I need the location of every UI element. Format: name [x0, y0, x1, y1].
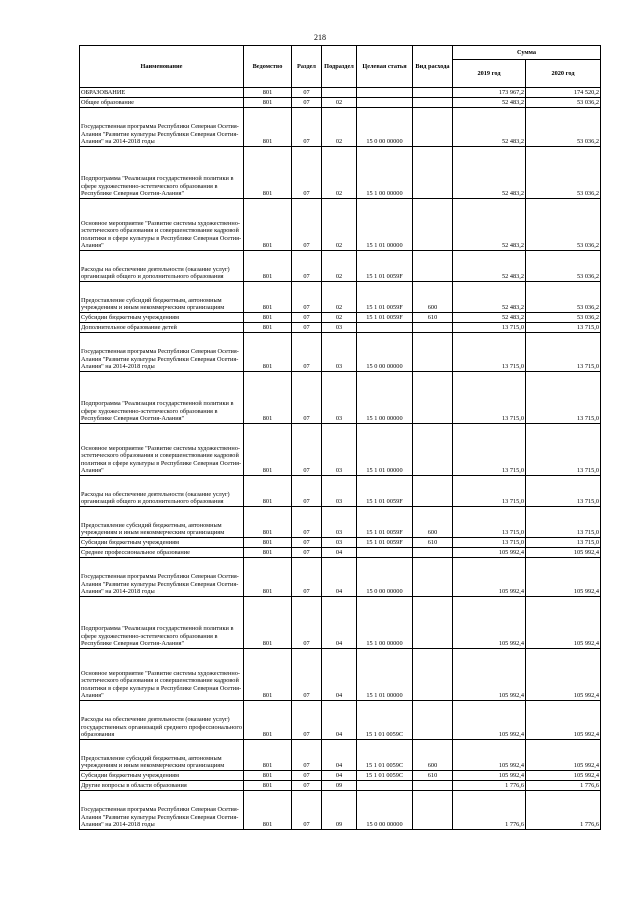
row-name: Предоставление субсидий бюджетным, автономным учреждениям и иным некоммерческим организациям [80, 740, 244, 771]
table-row [80, 251, 601, 282]
row-section: 07 [292, 548, 322, 558]
row-target-article: 15 1 01 0059F [357, 282, 413, 313]
page-number: 218 [314, 33, 326, 42]
row-ministry: 801 [244, 199, 292, 251]
row-sum-2019: 105 992,4 [453, 597, 526, 649]
row-subsection: 02 [322, 147, 357, 199]
row-subsection: 03 [322, 372, 357, 424]
row-subsection: 02 [322, 251, 357, 282]
row-ministry: 801 [244, 548, 292, 558]
row-target-article: 15 1 00 00000 [357, 372, 413, 424]
row-sum-2020: 53 036,2 [526, 98, 601, 108]
header-section: Раздел [292, 46, 322, 88]
row-target-article [357, 781, 413, 791]
row-expense-type [413, 108, 453, 147]
table-row [80, 108, 601, 147]
row-name: Субсидии бюджетным учреждениям [80, 538, 244, 548]
row-ministry: 801 [244, 701, 292, 740]
row-expense-type [413, 781, 453, 791]
row-subsection: 03 [322, 333, 357, 372]
header-year-2020: 2020 год [526, 60, 601, 88]
row-target-article: 15 1 01 00000 [357, 649, 413, 701]
row-sum-2020: 53 036,2 [526, 147, 601, 199]
row-sum-2020: 13 715,0 [526, 476, 601, 507]
table-row [80, 147, 601, 199]
row-ministry: 801 [244, 771, 292, 781]
row-ministry: 801 [244, 558, 292, 597]
row-section: 07 [292, 199, 322, 251]
row-target-article: 15 1 01 00000 [357, 424, 413, 476]
row-section: 07 [292, 282, 322, 313]
row-sum-2019: 13 715,0 [453, 372, 526, 424]
row-sum-2019: 13 715,0 [453, 538, 526, 548]
row-expense-type: 600 [413, 740, 453, 771]
row-section: 07 [292, 98, 322, 108]
row-subsection: 02 [322, 282, 357, 313]
row-expense-type [413, 98, 453, 108]
row-name: Основное мероприятие "Развитие системы художественно-эстетического образования и совершенствование кадровой политики в сфере культуры в Республике Северная Осетия-Алания" [80, 424, 244, 476]
row-subsection [322, 88, 357, 98]
row-expense-type [413, 333, 453, 372]
row-subsection: 04 [322, 649, 357, 701]
row-section: 07 [292, 791, 322, 830]
row-name: Государственная программа Республики Северная Осетия-Алания "Развитие культуры Республики Северная Осетия-Алания" на 2014-2018 годы [80, 558, 244, 597]
row-name: Основное мероприятие "Развитие системы художественно-эстетического образования и совершенствование кадровой политики в сфере культуры в Республике Северная Осетия-Алания" [80, 199, 244, 251]
row-section: 07 [292, 147, 322, 199]
row-target-article: 15 0 00 00000 [357, 108, 413, 147]
row-sum-2020: 53 036,2 [526, 108, 601, 147]
row-section: 07 [292, 476, 322, 507]
row-expense-type [413, 476, 453, 507]
row-ministry: 801 [244, 649, 292, 701]
row-sum-2020: 13 715,0 [526, 424, 601, 476]
row-sum-2019: 52 483,2 [453, 147, 526, 199]
row-sum-2020: 13 715,0 [526, 538, 601, 548]
row-name: Общее образование [80, 98, 244, 108]
row-subsection: 02 [322, 313, 357, 323]
row-expense-type: 600 [413, 282, 453, 313]
row-subsection: 03 [322, 507, 357, 538]
row-section: 07 [292, 313, 322, 323]
row-sum-2019: 105 992,4 [453, 548, 526, 558]
row-subsection: 04 [322, 558, 357, 597]
row-target-article: 15 1 01 0059F [357, 507, 413, 538]
row-sum-2019: 13 715,0 [453, 323, 526, 333]
row-subsection: 03 [322, 424, 357, 476]
table-row [80, 476, 601, 507]
row-expense-type [413, 649, 453, 701]
row-target-article [357, 88, 413, 98]
row-sum-2020: 1 776,6 [526, 791, 601, 830]
row-subsection: 03 [322, 538, 357, 548]
row-name: Государственная программа Республики Северная Осетия-Алания "Развитие культуры Республики Северная Осетия-Алания" на 2014-2018 годы [80, 333, 244, 372]
row-name: Расходы на обеспечение деятельности (оказание услуг) государственных организаций среднего профессионального образования [80, 701, 244, 740]
table-row [80, 98, 601, 108]
header-ministry: Ведомство [244, 46, 292, 88]
row-sum-2020: 13 715,0 [526, 323, 601, 333]
row-sum-2020: 174 520,2 [526, 88, 601, 98]
header-expense-type: Вид расхода [413, 46, 453, 88]
row-subsection: 04 [322, 740, 357, 771]
row-subsection: 04 [322, 701, 357, 740]
row-section: 07 [292, 538, 322, 548]
row-sum-2020: 13 715,0 [526, 333, 601, 372]
row-sum-2019: 105 992,4 [453, 771, 526, 781]
table-row [80, 282, 601, 313]
row-sum-2019: 52 483,2 [453, 313, 526, 323]
row-sum-2019: 105 992,4 [453, 701, 526, 740]
row-target-article: 15 1 01 0059F [357, 538, 413, 548]
row-sum-2019: 13 715,0 [453, 507, 526, 538]
row-sum-2019: 52 483,2 [453, 282, 526, 313]
row-target-article: 15 0 00 00000 [357, 558, 413, 597]
row-name: Субсидии бюджетным учреждениям [80, 313, 244, 323]
table-row [80, 649, 601, 701]
row-target-article: 15 1 01 00000 [357, 199, 413, 251]
row-section: 07 [292, 372, 322, 424]
row-expense-type: 610 [413, 771, 453, 781]
row-name: Предоставление субсидий бюджетным, автономным учреждениям и иным некоммерческим организациям [80, 282, 244, 313]
row-expense-type [413, 323, 453, 333]
row-ministry: 801 [244, 323, 292, 333]
row-sum-2020: 105 992,4 [526, 597, 601, 649]
row-target-article: 15 1 00 00000 [357, 597, 413, 649]
row-section: 07 [292, 781, 322, 791]
row-name: Подпрограмма "Реализация государственной политики в сфере художественно-эстетического образования в Республике Северная Осетия-Алания" [80, 147, 244, 199]
row-name: Среднее профессиональное образование [80, 548, 244, 558]
row-sum-2020: 53 036,2 [526, 282, 601, 313]
row-name: Подпрограмма "Реализация государственной политики в сфере художественно-эстетического образования в Республике Северная Осетия-Алания" [80, 372, 244, 424]
row-name: Расходы на обеспечение деятельности (оказание услуг) организаций общего и дополнительного образования [80, 251, 244, 282]
row-sum-2020: 105 992,4 [526, 558, 601, 597]
table-row [80, 333, 601, 372]
row-ministry: 801 [244, 333, 292, 372]
table-row [80, 372, 601, 424]
header-name: Наименование [80, 46, 244, 88]
row-expense-type: 610 [413, 313, 453, 323]
row-ministry: 801 [244, 538, 292, 548]
row-subsection: 09 [322, 791, 357, 830]
row-section: 07 [292, 251, 322, 282]
row-target-article [357, 548, 413, 558]
row-expense-type: 600 [413, 507, 453, 538]
row-sum-2020: 53 036,2 [526, 199, 601, 251]
row-expense-type [413, 548, 453, 558]
row-section: 07 [292, 507, 322, 538]
row-section: 07 [292, 88, 322, 98]
header-target-article: Целевая статья [357, 46, 413, 88]
row-sum-2019: 13 715,0 [453, 476, 526, 507]
row-ministry: 801 [244, 424, 292, 476]
row-name: Государственная программа Республики Северная Осетия-Алания "Развитие культуры Республики Северная Осетия-Алания" на 2014-2018 годы [80, 791, 244, 830]
row-expense-type [413, 597, 453, 649]
row-section: 07 [292, 740, 322, 771]
row-sum-2020: 105 992,4 [526, 548, 601, 558]
row-section: 07 [292, 701, 322, 740]
row-subsection: 02 [322, 108, 357, 147]
row-target-article: 15 1 01 0059F [357, 313, 413, 323]
row-sum-2019: 13 715,0 [453, 424, 526, 476]
row-sum-2020: 105 992,4 [526, 649, 601, 701]
table-row [80, 313, 601, 323]
table-body [80, 88, 601, 830]
row-sum-2020: 53 036,2 [526, 313, 601, 323]
row-sum-2019: 52 483,2 [453, 98, 526, 108]
row-expense-type [413, 147, 453, 199]
row-ministry: 801 [244, 781, 292, 791]
row-name: Государственная программа Республики Северная Осетия-Алания "Развитие культуры Республики Северная Осетия-Алания" на 2014-2018 годы [80, 108, 244, 147]
row-subsection: 09 [322, 781, 357, 791]
row-name: Подпрограмма "Реализация государственной политики в сфере художественно-эстетического образования в Республике Северная Осетия-Алания" [80, 597, 244, 649]
row-target-article: 15 0 00 00000 [357, 791, 413, 830]
row-section: 07 [292, 108, 322, 147]
row-name: ОБРАЗОВАНИЕ [80, 88, 244, 98]
row-sum-2019: 105 992,4 [453, 740, 526, 771]
row-name: Основное мероприятие "Развитие системы художественно-эстетического образования и совершенствование кадровой политики в сфере культуры в Республике Северная Осетия-Алания" [80, 649, 244, 701]
row-name: Расходы на обеспечение деятельности (оказание услуг) организаций общего и дополнительного образования [80, 476, 244, 507]
row-ministry: 801 [244, 597, 292, 649]
row-subsection: 04 [322, 771, 357, 781]
row-target-article: 15 1 01 0059C [357, 771, 413, 781]
row-section: 07 [292, 333, 322, 372]
row-expense-type [413, 701, 453, 740]
row-expense-type [413, 558, 453, 597]
row-ministry: 801 [244, 476, 292, 507]
row-sum-2020: 13 715,0 [526, 507, 601, 538]
row-expense-type: 610 [413, 538, 453, 548]
row-sum-2020: 105 992,4 [526, 771, 601, 781]
row-subsection: 03 [322, 323, 357, 333]
row-sum-2019: 105 992,4 [453, 649, 526, 701]
row-subsection: 04 [322, 548, 357, 558]
table-row [80, 791, 601, 830]
row-name: Дополнительное образование детей [80, 323, 244, 333]
row-expense-type [413, 251, 453, 282]
header-subsection: Подраздел [322, 46, 357, 88]
row-target-article: 15 1 01 0059F [357, 251, 413, 282]
row-sum-2019: 52 483,2 [453, 199, 526, 251]
table-row [80, 507, 601, 538]
row-ministry: 801 [244, 282, 292, 313]
row-section: 07 [292, 558, 322, 597]
table-row [80, 701, 601, 740]
row-expense-type [413, 791, 453, 830]
row-ministry: 801 [244, 507, 292, 538]
row-sum-2019: 1 776,6 [453, 791, 526, 830]
budget-table [79, 45, 601, 830]
row-ministry: 801 [244, 313, 292, 323]
row-target-article: 15 1 01 0059C [357, 701, 413, 740]
table-row [80, 424, 601, 476]
row-sum-2020: 53 036,2 [526, 251, 601, 282]
row-section: 07 [292, 597, 322, 649]
table-row [80, 558, 601, 597]
row-ministry: 801 [244, 372, 292, 424]
row-sum-2020: 1 776,6 [526, 781, 601, 791]
row-sum-2019: 105 992,4 [453, 558, 526, 597]
row-expense-type [413, 372, 453, 424]
row-sum-2020: 105 992,4 [526, 701, 601, 740]
table-row [80, 771, 601, 781]
row-sum-2019: 13 715,0 [453, 333, 526, 372]
row-subsection: 03 [322, 476, 357, 507]
row-target-article: 15 1 01 0059F [357, 476, 413, 507]
row-sum-2019: 52 483,2 [453, 108, 526, 147]
row-sum-2019: 52 483,2 [453, 251, 526, 282]
table-row [80, 781, 601, 791]
row-ministry: 801 [244, 88, 292, 98]
row-target-article: 15 1 01 0059C [357, 740, 413, 771]
row-expense-type [413, 88, 453, 98]
row-name: Другие вопросы в области образования [80, 781, 244, 791]
table-row [80, 740, 601, 771]
row-subsection: 02 [322, 199, 357, 251]
row-sum-2019: 1 776,6 [453, 781, 526, 791]
row-sum-2020: 105 992,4 [526, 740, 601, 771]
row-section: 07 [292, 323, 322, 333]
row-ministry: 801 [244, 98, 292, 108]
header-sum: Сумма [453, 46, 601, 60]
row-target-article [357, 323, 413, 333]
row-target-article: 15 1 00 00000 [357, 147, 413, 199]
row-ministry: 801 [244, 791, 292, 830]
row-ministry: 801 [244, 147, 292, 199]
row-subsection: 04 [322, 597, 357, 649]
row-expense-type [413, 424, 453, 476]
row-name: Субсидии бюджетным учреждениям [80, 771, 244, 781]
row-section: 07 [292, 649, 322, 701]
row-ministry: 801 [244, 740, 292, 771]
header-year-2019: 2019 год [453, 60, 526, 88]
row-subsection: 02 [322, 98, 357, 108]
row-ministry: 801 [244, 108, 292, 147]
table-row [80, 323, 601, 333]
row-ministry: 801 [244, 251, 292, 282]
row-section: 07 [292, 424, 322, 476]
table-row [80, 199, 601, 251]
row-expense-type [413, 199, 453, 251]
row-name: Предоставление субсидий бюджетным, автономным учреждениям и иным некоммерческим организациям [80, 507, 244, 538]
row-target-article [357, 98, 413, 108]
table-row [80, 538, 601, 548]
table-row [80, 88, 601, 98]
row-target-article: 15 0 00 00000 [357, 333, 413, 372]
table-row [80, 548, 601, 558]
row-sum-2020: 13 715,0 [526, 372, 601, 424]
row-section: 07 [292, 771, 322, 781]
table-row [80, 597, 601, 649]
row-sum-2019: 173 967,2 [453, 88, 526, 98]
